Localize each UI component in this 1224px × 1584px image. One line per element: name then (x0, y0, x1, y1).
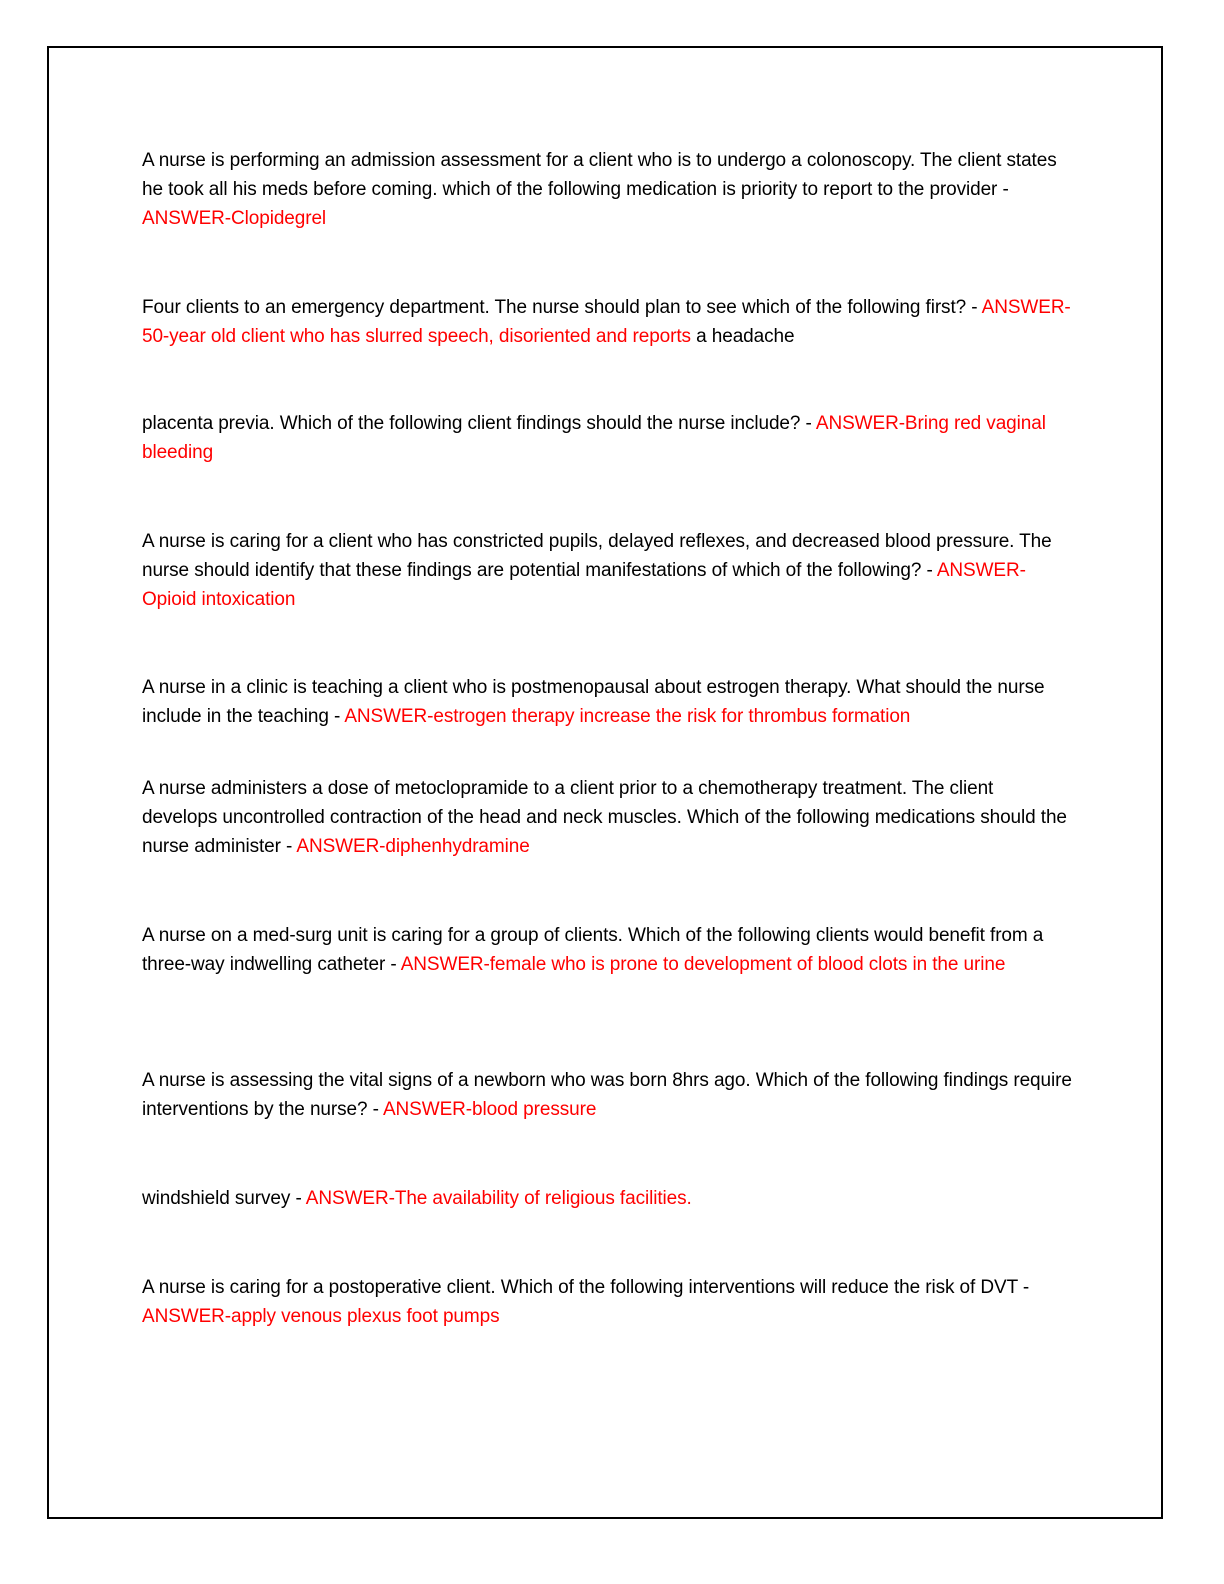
qa-item-7 (142, 921, 1072, 979)
question-text: A nurse is caring for a client who has constricted pupils, delayed reflexes, and decreased blood pressure. The nurse should identify that these findings are potential manifestations of which of the following? - (142, 531, 1052, 581)
qa-item-2 (142, 293, 1072, 351)
answer-suffix: a headache (690, 326, 795, 347)
qa-item-8 (142, 1066, 1072, 1124)
qa-item-4 (142, 527, 1072, 614)
qa-item-6 (142, 774, 1072, 861)
question-text: A nurse is caring for a postoperative client. Which of the following interventions will reduce the risk of DVT - (142, 1277, 1030, 1298)
answer-text: ANSWER-estrogen therapy increase the risk for thrombus formation (344, 706, 911, 727)
question-text: Four clients to an emergency department. The nurse should plan to see which of the following first? - (142, 297, 982, 318)
qa-item-5 (142, 673, 1072, 731)
answer-text: ANSWER-The availability of religious facilities. (305, 1188, 692, 1209)
question-text: A nurse is performing an admission assessment for a client who is to undergo a colonoscopy. The client states he took all his meds before coming. which of the following medication is priority to report to the provider - (142, 150, 1057, 200)
qa-item-10 (142, 1273, 1072, 1331)
question-text: A nurse is assessing the vital signs of a newborn who was born 8hrs ago. Which of the following findings require interventions by the nurse? - (142, 1070, 1072, 1120)
answer-text: ANSWER-blood pressure (382, 1099, 597, 1120)
answer-text: ANSWER-apply venous plexus foot pumps (142, 1306, 500, 1327)
answer-text: ANSWER-Clopidegrel (142, 208, 327, 229)
qa-item-3 (142, 409, 1072, 467)
answer-text: ANSWER-Opioid intoxication (142, 560, 1026, 610)
qa-item-1 (142, 146, 1072, 233)
answer-text: ANSWER-50-year old client who has slurred speech, disoriented and reports (142, 297, 1071, 347)
qa-item-9 (142, 1184, 1072, 1213)
answer-text: ANSWER-diphenhydramine (296, 836, 530, 857)
question-text: A nurse in a clinic is teaching a client who is postmenopausal about estrogen therapy. What should the nurse include in the teaching - (142, 677, 1045, 727)
answer-text: ANSWER-Bring red vaginal bleeding (142, 413, 1046, 463)
answer-text: ANSWER-female who is prone to development of blood clots in the urine (400, 954, 1006, 975)
question-text: A nurse administers a dose of metoclopramide to a client prior to a chemotherapy treatment. The client develops uncontrolled contraction of the head and neck muscles. Which of the following medications should the nurse administer - (142, 778, 1067, 857)
question-text: A nurse on a med-surg unit is caring for a group of clients. Which of the following clients would benefit from a three-way indwelling catheter - (142, 925, 1044, 975)
question-text: windshield survey - (142, 1188, 306, 1209)
question-text: placenta previa. Which of the following client findings should the nurse include? - (142, 413, 816, 434)
